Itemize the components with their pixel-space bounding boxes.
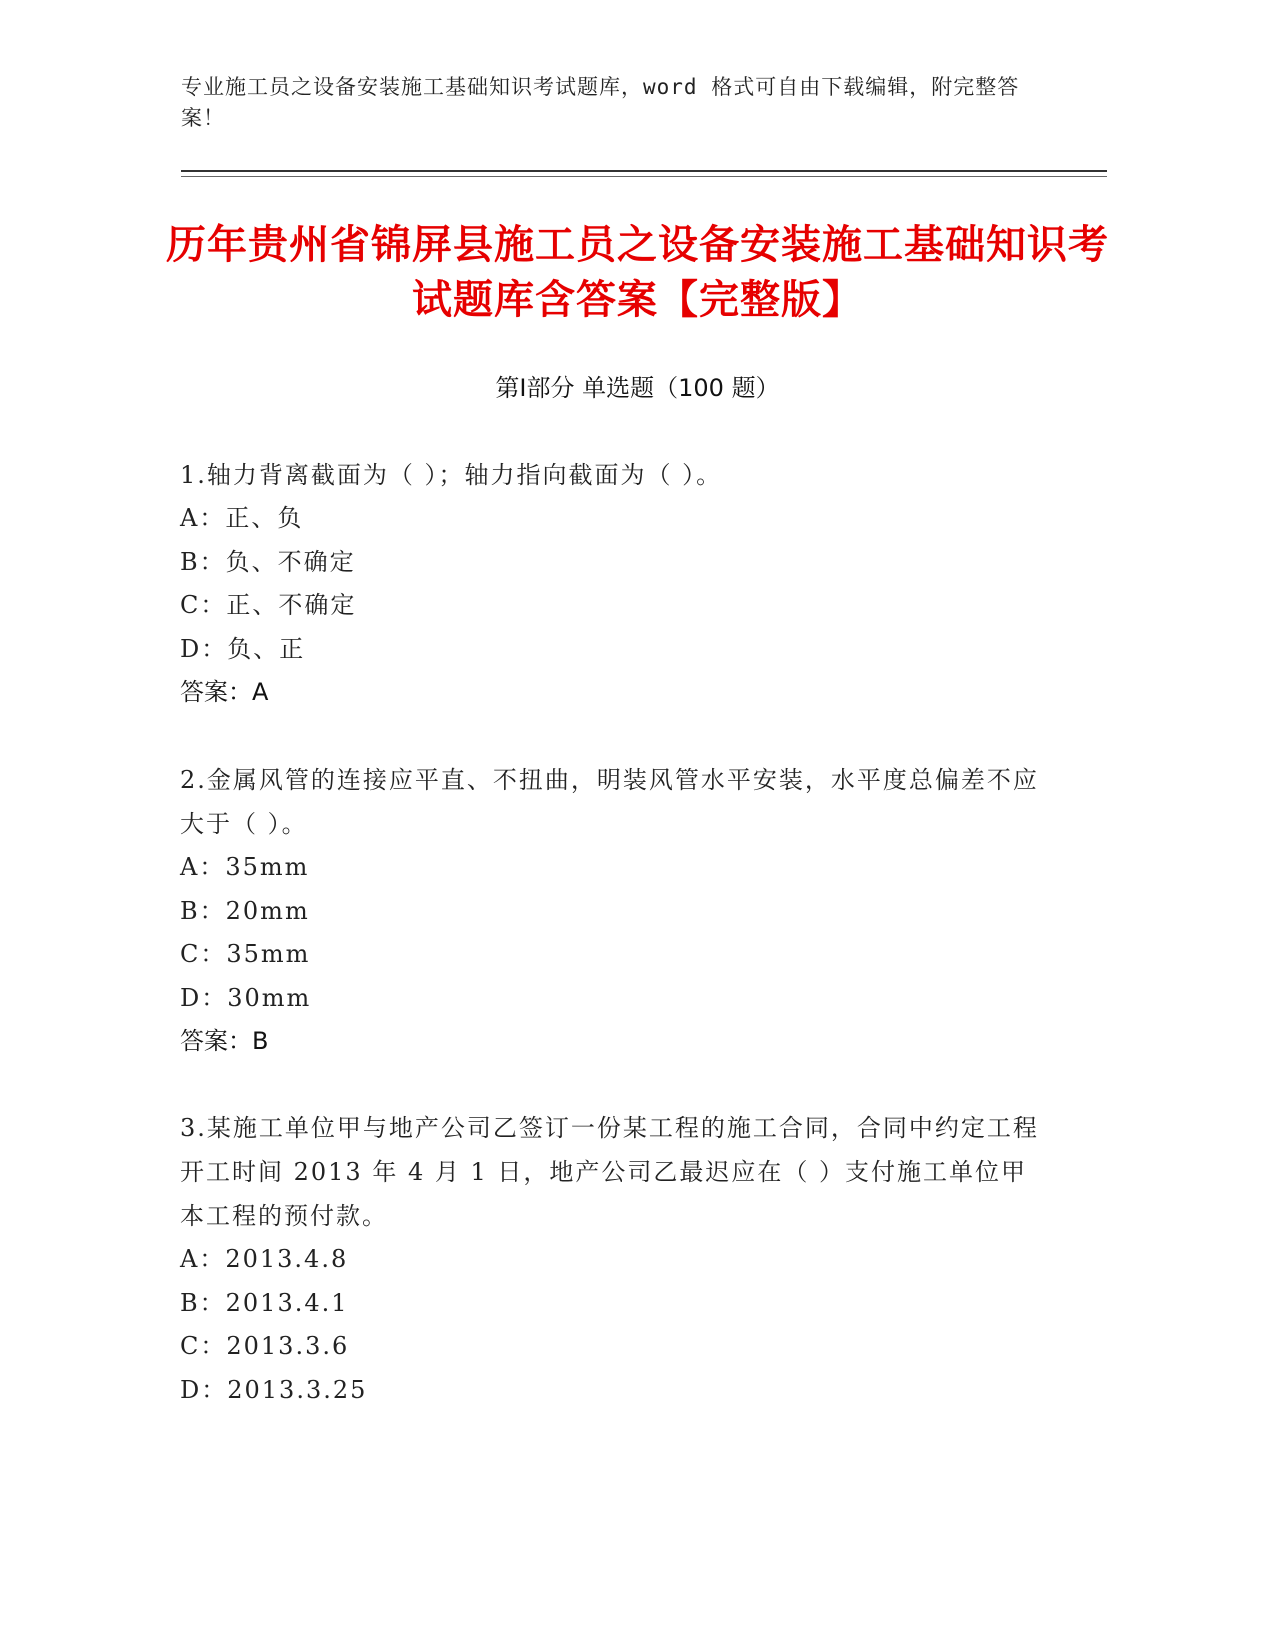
question-stem: 1.轴力背离截面为（ ）；轴力指向截面为（ ）。: [180, 461, 723, 489]
header-divider-thin: [181, 176, 1107, 177]
answer: 答案：A: [180, 678, 269, 706]
option-label: C：: [180, 591, 227, 619]
option-label: B：: [180, 896, 226, 925]
option-text: 2013.4.8: [225, 1245, 349, 1273]
option-text: 35mm: [225, 853, 310, 881]
option-text: 负、不确定: [225, 547, 356, 576]
option-label: D：: [180, 983, 228, 1012]
question-2: [180, 758, 1040, 1064]
option-label: A：: [180, 1245, 226, 1273]
option-c: [180, 584, 1040, 628]
option-label: C：: [180, 1332, 227, 1360]
question-3: [180, 1106, 1040, 1412]
option-a: [180, 1238, 1040, 1282]
question-1: [180, 453, 1040, 715]
option-label: C：: [180, 940, 227, 968]
header-note: 专业施工员之设备安装施工基础知识考试题库，word 格式可自由下载编辑，附完整答案！: [181, 75, 1020, 130]
option-c: [180, 1325, 1040, 1369]
document-title: 历年贵州省锦屏县施工员之设备安装施工基础知识考试题库含答案【完整版】: [166, 222, 1109, 323]
option-d: [180, 1369, 1040, 1413]
option-d: [180, 977, 1040, 1021]
option-text: 2013.4.1: [225, 1288, 349, 1317]
option-label: B：: [180, 1288, 226, 1317]
option-text: 正、负: [225, 504, 304, 532]
header-divider-thick: [181, 170, 1107, 172]
option-text: 正、不确定: [226, 591, 357, 619]
option-text: 负、正: [227, 634, 306, 663]
option-b: [180, 1282, 1040, 1326]
section-title: 第Ⅰ部分 单选题（100 题）: [495, 374, 780, 402]
option-label: B：: [180, 547, 226, 576]
option-label: D：: [180, 1375, 228, 1404]
option-text: 2013.3.25: [227, 1375, 368, 1404]
option-text: 35mm: [226, 940, 311, 968]
option-d: [180, 628, 1040, 672]
question-stem: 2.金属风管的连接应平直、不扭曲，明装风管水平安装，水平度总偏差不应大于（ ）。: [180, 766, 1039, 838]
answer: 答案：B: [180, 1027, 269, 1055]
option-label: D：: [180, 634, 228, 663]
question-stem: 3.某施工单位甲与地产公司乙签订一份某工程的施工合同，合同中约定工程开工时间 2013 年 4 月 1 日，地产公司乙最迟应在（ ）支付施工单位甲本工程的预付款。: [180, 1114, 1039, 1230]
option-text: 30mm: [227, 983, 312, 1012]
option-b: [180, 541, 1040, 585]
option-b: [180, 890, 1040, 934]
option-label: A：: [180, 504, 226, 532]
option-c: [180, 933, 1040, 977]
option-a: [180, 846, 1040, 890]
option-text: 20mm: [225, 896, 310, 925]
option-label: A：: [180, 853, 226, 881]
option-a: [180, 497, 1040, 541]
option-text: 2013.3.6: [226, 1332, 350, 1360]
